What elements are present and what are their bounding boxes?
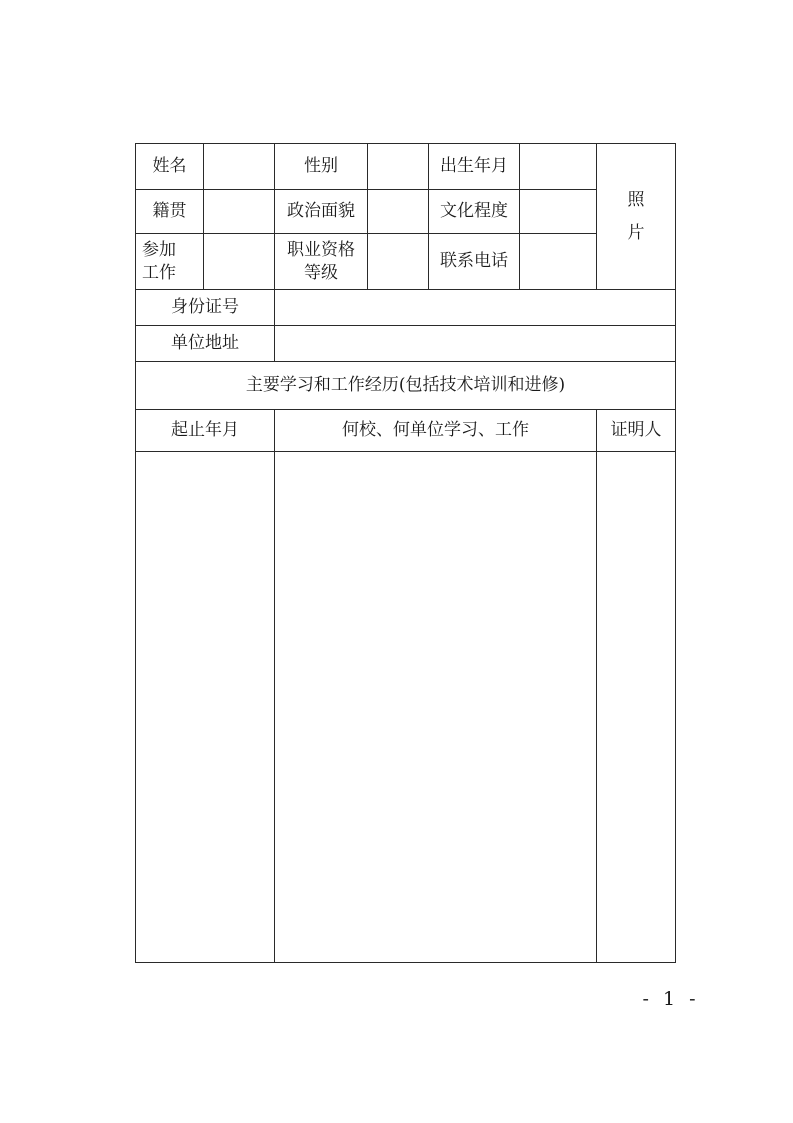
history-period-area[interactable]	[136, 452, 275, 963]
history-school-unit-area[interactable]	[275, 452, 597, 963]
history-col-school-unit: 何校、何单位学习、工作	[275, 410, 597, 452]
row-basic-1	[136, 144, 676, 190]
native-place-label: 籍贯	[136, 190, 204, 234]
work-address-label: 单位地址	[136, 326, 275, 362]
row-basic-2	[136, 190, 676, 234]
work-start-label-line1: 参加	[142, 240, 176, 261]
photo-text-line1: 照	[627, 190, 645, 211]
birth-label: 出生年月	[429, 144, 520, 190]
education-label: 文化程度	[429, 190, 520, 234]
gender-value-cell[interactable]	[368, 144, 429, 190]
political-status-label: 政治面貌	[275, 190, 368, 234]
work-start-label	[136, 234, 204, 290]
row-history-title	[136, 362, 676, 410]
row-work-address	[136, 326, 676, 362]
birth-value-cell[interactable]	[520, 144, 597, 190]
qualification-label-line1: 职业资格	[287, 240, 355, 261]
phone-value-cell[interactable]	[520, 234, 597, 290]
registration-table	[135, 143, 676, 963]
row-history-body	[136, 452, 676, 963]
history-witness-area[interactable]	[597, 452, 676, 963]
political-status-value-cell[interactable]	[368, 190, 429, 234]
photo-placeholder	[603, 189, 669, 243]
id-number-value-cell[interactable]	[275, 290, 676, 326]
photo-cell[interactable]	[597, 144, 676, 290]
id-number-label: 身份证号	[136, 290, 275, 326]
page-number: - 1 -	[642, 988, 700, 1010]
registration-form	[135, 143, 675, 963]
phone-label: 联系电话	[429, 234, 520, 290]
history-col-witness: 证明人	[597, 410, 676, 452]
row-history-header	[136, 410, 676, 452]
photo-text-line2: 片	[627, 222, 645, 243]
name-label: 姓名	[136, 144, 204, 190]
education-value-cell[interactable]	[520, 190, 597, 234]
work-start-label-line2: 工作	[142, 262, 176, 283]
work-start-value-cell[interactable]	[204, 234, 275, 290]
gender-label: 性别	[275, 144, 368, 190]
qualification-label-line2: 等级	[304, 262, 338, 283]
history-col-period: 起止年月	[136, 410, 275, 452]
work-address-value-cell[interactable]	[275, 326, 676, 362]
qualification-label	[275, 234, 368, 290]
native-place-value-cell[interactable]	[204, 190, 275, 234]
row-basic-3	[136, 234, 676, 290]
qualification-value-cell[interactable]	[368, 234, 429, 290]
row-id-number	[136, 290, 676, 326]
history-section-title: 主要学习和工作经历(包括技术培训和进修)	[136, 362, 676, 410]
name-value-cell[interactable]	[204, 144, 275, 190]
